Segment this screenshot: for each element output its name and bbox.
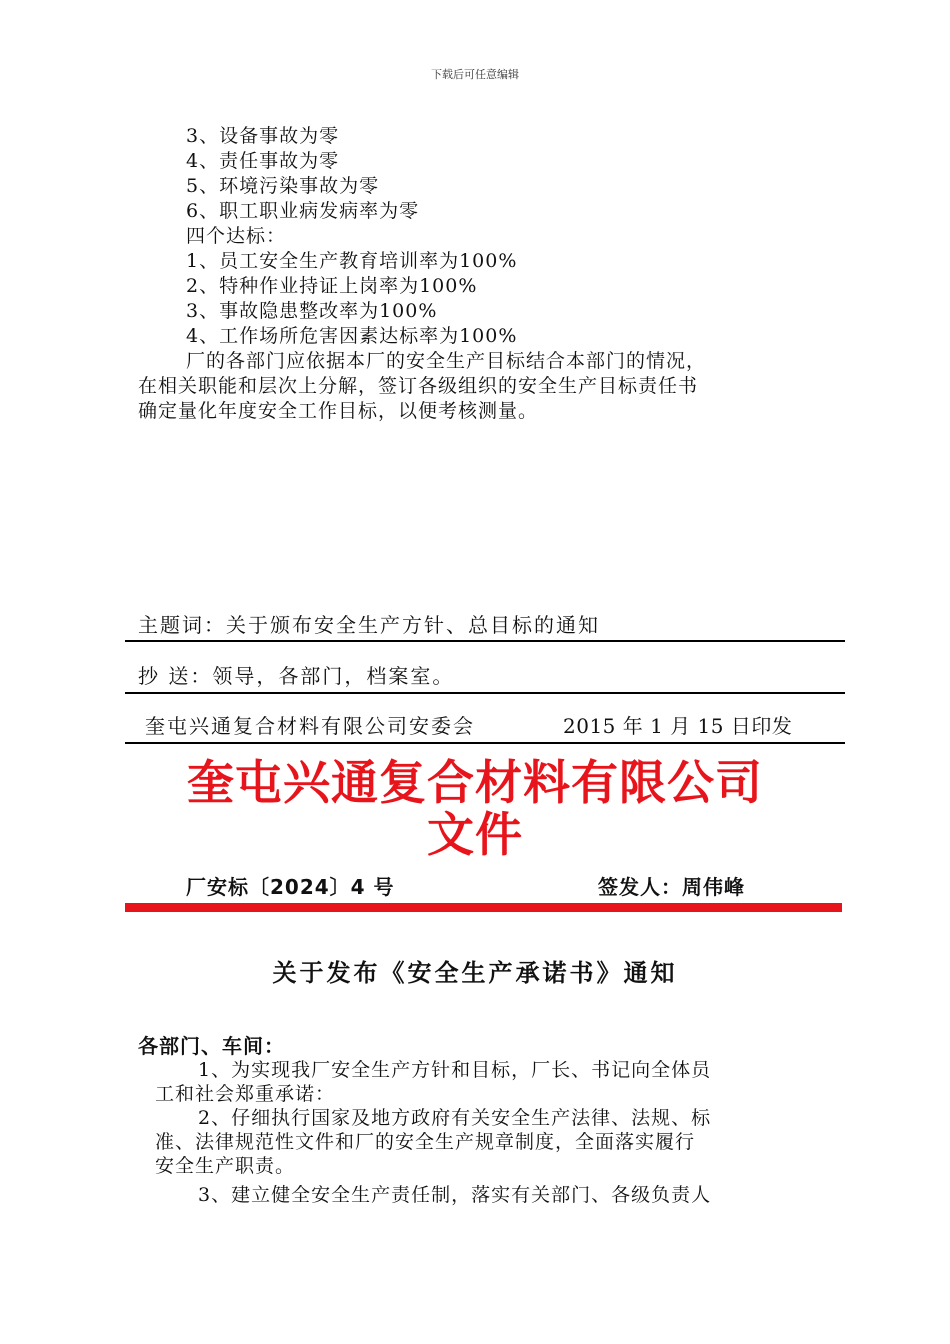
company-title: 奎屯兴通复合材料有限公司: [187, 756, 763, 811]
doc-number: 厂安标〔2024〕4 号: [186, 875, 395, 899]
goal-line: 4、责任事故为零: [186, 150, 340, 172]
goal-line: 6、职工职业病发病率为零: [186, 200, 420, 222]
paragraph-line: 确定量化年度安全工作目标，以便考核测量。: [138, 400, 539, 422]
divider: [125, 742, 845, 744]
standard-line: 2、特种作业持证上岗率为100%: [186, 275, 478, 297]
goal-line: 3、设备事故为零: [186, 125, 340, 147]
standard-line: 3、事故隐患整改率为100%: [186, 300, 438, 322]
divider: [125, 640, 845, 642]
header-note: 下载后可任意编辑: [431, 68, 519, 81]
subject-keywords: 主题词：关于颁布安全生产方针、总目标的通知: [138, 613, 600, 637]
body-line: 3、建立健全安全生产责任制，落实有关部门、各级负责人: [198, 1184, 712, 1206]
cc-line: 抄 送：领导，各部门，档案室。: [138, 664, 455, 688]
section-heading: 四个达标：: [186, 225, 287, 247]
standard-line: 1、员工安全生产教育培训率为100%: [186, 250, 518, 272]
goal-line: 5、环境污染事故为零: [186, 175, 380, 197]
paragraph-line: 在相关职能和层次上分解，签订各级组织的安全生产目标责任书: [138, 375, 699, 397]
file-word: 文件: [427, 808, 523, 863]
signer: 签发人：周伟峰: [598, 875, 745, 899]
body-line: 安全生产职责。: [155, 1155, 296, 1177]
divider: [125, 692, 845, 694]
body-line: 工和社会郑重承诺：: [155, 1083, 336, 1105]
standard-line: 4、工作场所危害因素达标率为100%: [186, 325, 518, 347]
issuer: 奎屯兴通复合材料有限公司安委会: [145, 714, 475, 738]
issue-date: 2015 年 1 月 15 日印发: [563, 714, 793, 738]
body-line: 准、法律规范性文件和厂的安全生产规章制度，全面落实履行: [155, 1131, 696, 1153]
paragraph-line: 厂的各部门应依据本厂的安全生产目标结合本部门的情况，: [186, 350, 707, 372]
body-line: 2、仔细执行国家及地方政府有关安全生产法律、法规、标: [198, 1107, 712, 1129]
body-line: 1、为实现我厂安全生产方针和目标，厂长、书记向全体员: [198, 1059, 712, 1081]
red-divider-bar: [125, 903, 842, 912]
notice-title: 关于发布《安全生产承诺书》通知: [272, 959, 678, 987]
salutation: 各部门、车间：: [138, 1034, 285, 1058]
